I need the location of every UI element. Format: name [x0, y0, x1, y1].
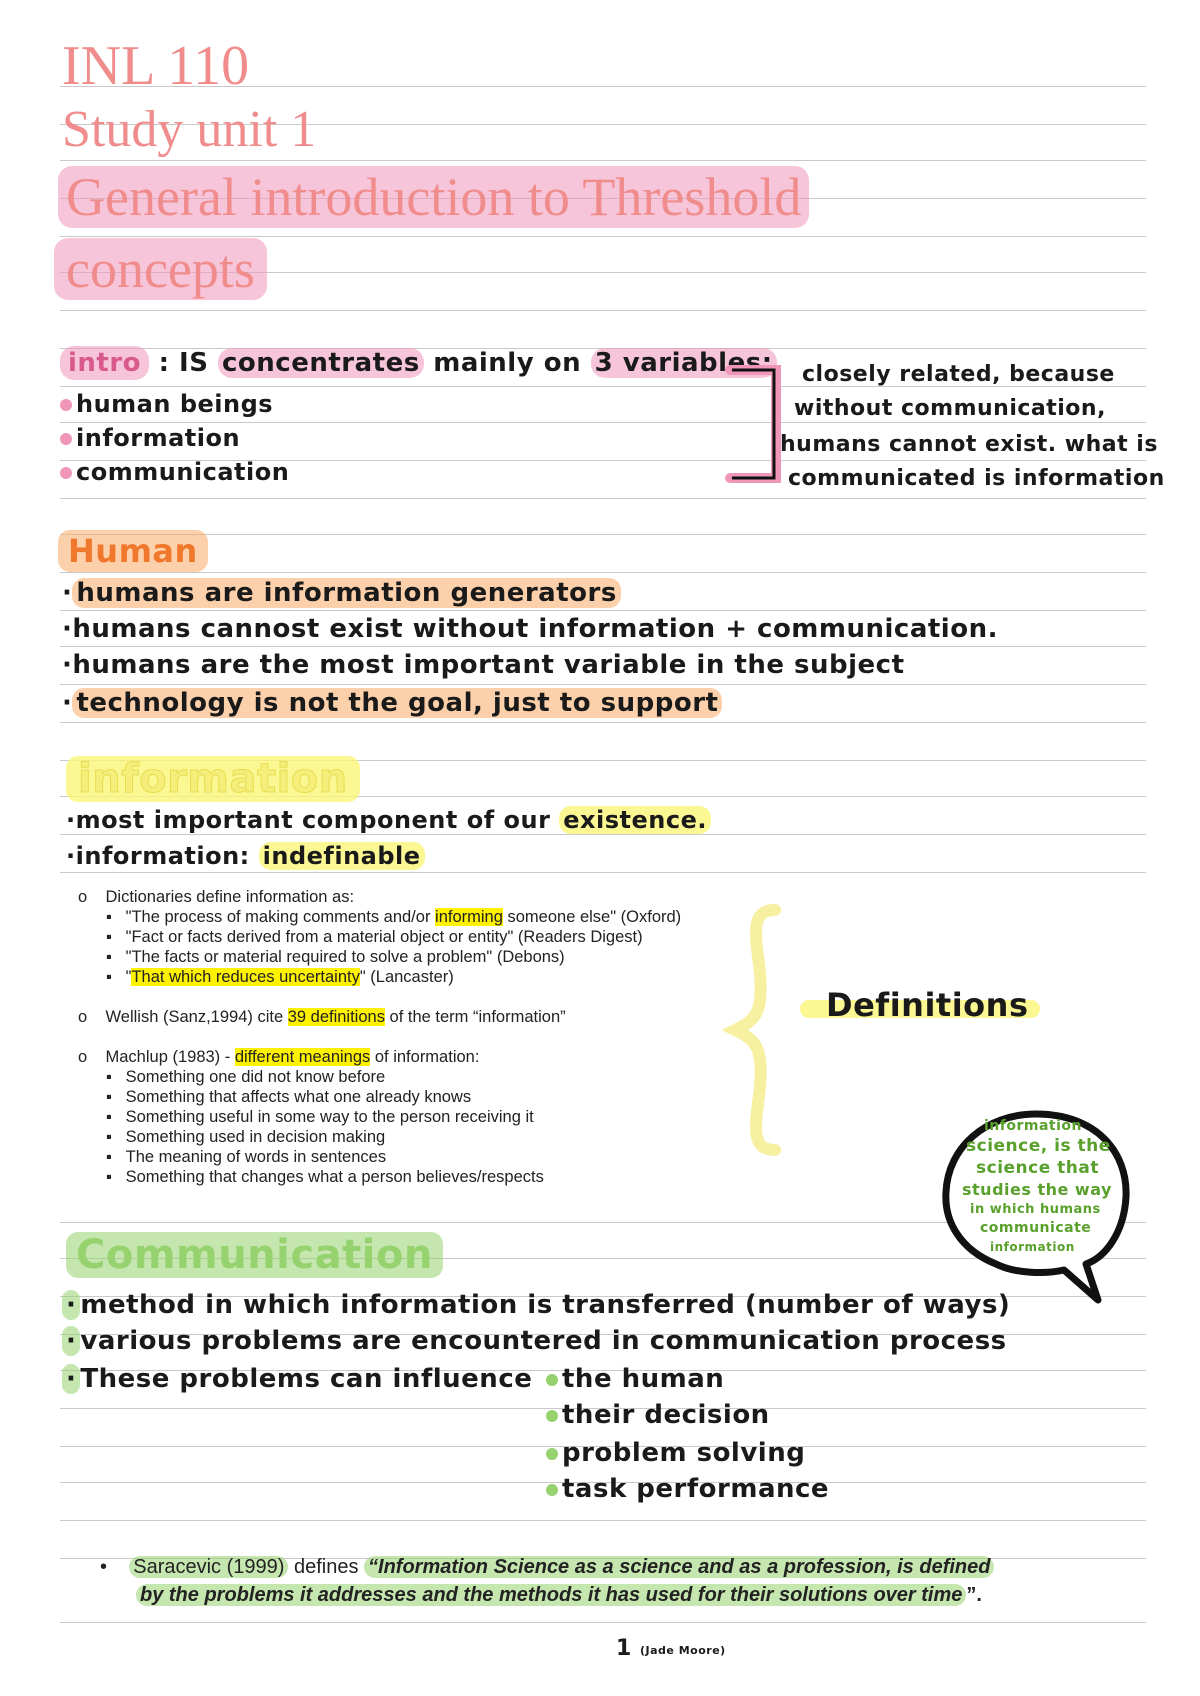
influence-item: their decision — [546, 1400, 770, 1430]
information-bullet: ·most important component of our existence. — [66, 806, 711, 834]
influence-item: task performance — [546, 1474, 829, 1504]
dict-intro: o Dictionaries define information as: — [78, 888, 355, 906]
dict-item: ▪ "The facts or material required to solve a problem" (Debons) — [106, 948, 565, 966]
course-code: INL 110 — [62, 35, 250, 97]
information-bullet: ·information: indefinable — [66, 842, 425, 870]
page-title: General introduction to Threshold — [58, 166, 809, 228]
page-title-line2: concepts — [54, 238, 267, 300]
dict-item: ▪ "The process of making comments and/or informing someone else" (Oxford) — [106, 908, 682, 926]
communication-heading: Communication — [66, 1232, 443, 1278]
machlup-item: ▪ Something that affects what one already knows — [106, 1088, 472, 1106]
study-unit: Study unit 1 — [62, 101, 317, 158]
author-name: (Jade Moore) — [640, 1644, 726, 1657]
curly-brace-icon — [720, 900, 800, 1160]
human-bullet: ·humans cannost exist without information + communication. — [62, 614, 998, 644]
machlup-item: ▪ The meaning of words in sentences — [106, 1148, 387, 1166]
saracevic-line-1: • Saracevic (1999) defines “Information Science as a science and as a profession, is defined — [100, 1556, 994, 1579]
influence-item: problem solving — [546, 1438, 805, 1468]
intro-heading: intro — [60, 346, 149, 380]
human-bullet: · humans are information generators — [62, 578, 621, 608]
intro-note-line: humans cannot exist. what is — [780, 432, 1158, 457]
machlup-item: ▪ Something used in decision making — [106, 1128, 386, 1146]
intro-note-line: communicated is information — [788, 466, 1165, 491]
wellish-line: o Wellish (Sanz,1994) cite 39 definitions of the term “information” — [78, 1008, 566, 1026]
communication-bullet: · various problems are encountered in communication process — [62, 1326, 1007, 1356]
dict-item: ▪ "Fact or facts derived from a material object or entity" (Readers Digest) — [106, 928, 643, 946]
machlup-line: o Machlup (1983) - different meanings of information: — [78, 1048, 480, 1066]
human-heading: Human — [58, 530, 208, 572]
intro-item: human beings — [60, 390, 273, 418]
influence-item: the human — [546, 1364, 724, 1394]
communication-bullet: · These problems can influence — [62, 1364, 532, 1394]
intro-note-line: without communication, — [794, 396, 1106, 421]
page-number: 1 — [616, 1636, 632, 1661]
information-heading: information — [66, 756, 360, 802]
bracket-icon — [710, 352, 790, 492]
intro-text-2: mainly on — [423, 348, 591, 378]
intro-variables: 3 variables: — [591, 348, 777, 378]
intro-note-line: closely related, because — [802, 362, 1115, 387]
dict-item: ▪ "That which reduces uncertainty" (Lancaster) — [106, 968, 454, 986]
communication-bullet: · method in which information is transferred (number of ways) — [62, 1290, 1010, 1320]
intro-item: communication — [60, 458, 289, 486]
machlup-item: ▪ Something that changes what a person believes/respects — [106, 1168, 544, 1186]
human-bullet: ·humans are the most important variable in the subject — [62, 650, 905, 680]
intro-text: : IS — [149, 348, 218, 378]
intro-highlight: concentrates — [218, 348, 424, 378]
definitions-label: Definitions — [826, 986, 1029, 1024]
saracevic-line-2: by the problems it addresses and the methods it has used for their solutions over time ”. — [136, 1584, 982, 1607]
machlup-item: ▪ Something one did not know before — [106, 1068, 386, 1086]
human-bullet: · technology is not the goal, just to support — [62, 688, 722, 718]
intro-item: information — [60, 424, 240, 452]
machlup-item: ▪ Something useful in some way to the person receiving it — [106, 1108, 534, 1126]
